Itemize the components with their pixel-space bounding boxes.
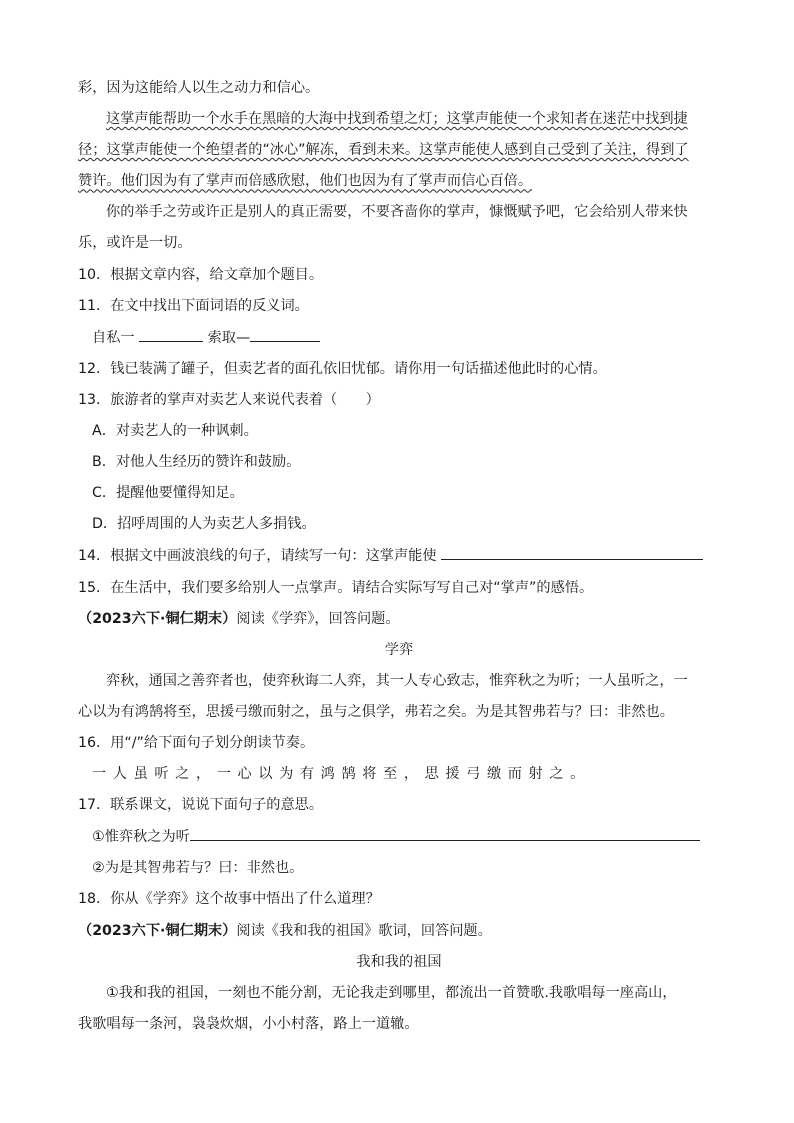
passage-title: 学弈 bbox=[384, 641, 414, 658]
wavy-sentence-line bbox=[78, 171, 720, 191]
question-11-answers bbox=[78, 327, 720, 348]
rhythm-sentence: 一人虽听之，一心以为有鸿鹄将至，思援弓缴而射之。 bbox=[92, 766, 591, 783]
document-page bbox=[78, 78, 720, 1045]
question-10: 10．根据文章内容，给文章加个题目。 bbox=[78, 266, 324, 283]
question-14-text: 14．根据文中画波浪线的句子，请续写一句：这掌声能使 bbox=[78, 548, 437, 565]
answer-blank[interactable] bbox=[441, 545, 703, 560]
question-14 bbox=[78, 545, 720, 566]
question-17: 17．联系课文，说说下面句子的意思。 bbox=[78, 797, 324, 814]
wavy-underlined-text: 赞许。他们因为有了掌声而倍感欣慰，他们也因为有了掌声而信心百倍。 bbox=[78, 173, 533, 190]
answer-blank[interactable] bbox=[139, 327, 203, 342]
option-c: C．提醒他要懂得知足。 bbox=[92, 485, 244, 502]
wavy-underlined-text: 径；这掌声能使一个绝望者的“冰心”解冻，看到未来。这掌声能使人感到自己受到了关注，得到了 bbox=[78, 142, 689, 159]
wavy-sentence-line bbox=[78, 109, 720, 129]
source-tag: （2023六下·铜仁期末） bbox=[78, 922, 237, 939]
question-18: 18．你从《学弈》这个故事中悟出了什么道理？ bbox=[78, 891, 380, 908]
source-text: 阅读《我和我的祖国》歌词，回答问题。 bbox=[236, 922, 492, 939]
passage-line: 彩，因为这能给人以生之动力和信心。 bbox=[78, 80, 320, 96]
option-d: D．招呼周围的人为卖艺人多捐钱。 bbox=[92, 516, 316, 533]
question-17-item-2: ②为是其智弗若与？曰：非然也。 bbox=[92, 860, 304, 877]
question-12: 12．钱已装满了罐子，但卖艺者的面孔依旧忧郁。请你用一句话描述他此时的心情。 bbox=[78, 360, 607, 377]
wavy-underlined-text: 这掌声能帮助一个水手在黑暗的大海中找到希望之灯；这掌声能使一个求知者在迷茫中找到捷 bbox=[106, 111, 688, 128]
passage-line: 弈秋，通国之善弈者也，使弈秋诲二人弈，其一人专心致志，惟弈秋之为听；一人虽听之，一 bbox=[106, 672, 688, 689]
passage-line: 乐，或许是一切。 bbox=[78, 235, 192, 252]
option-a: A．对卖艺人的一种讽刺。 bbox=[92, 423, 258, 440]
lyric-line: ①我和我的祖国，一刻也不能分割，无论我走到哪里，都流出一首赞歌.我歌唱每一座高山， bbox=[106, 984, 677, 1001]
question-16: 16．用“/”给下面句子划分朗读节奏。 bbox=[78, 734, 315, 751]
lyric-line: 我歌唱每一条河，袅袅炊烟，小小村落，路上一道辙。 bbox=[78, 1015, 419, 1032]
question-17-item-1 bbox=[78, 826, 720, 847]
item-text: ①惟弈秋之为听 bbox=[92, 829, 190, 846]
source-line bbox=[78, 609, 720, 629]
option-b: B．对他人生经历的赞许和鼓励。 bbox=[92, 454, 301, 471]
answer-blank[interactable] bbox=[190, 826, 700, 841]
passage-title: 我和我的祖国 bbox=[356, 953, 442, 970]
source-line bbox=[78, 921, 720, 941]
question-15: 15．在生活中，我们要多给别人一点掌声。请结合实际写写自己对“掌声”的感悟。 bbox=[78, 579, 594, 596]
antonym-prompt-2: 索取— bbox=[207, 329, 251, 346]
wavy-sentence-line bbox=[78, 140, 720, 160]
passage-line: 心以为有鸿鹄将至，思援弓缴而射之，虽与之俱学，弗若之矣。为是其智弗若与？曰：非然也。 bbox=[78, 703, 674, 720]
answer-blank[interactable] bbox=[250, 327, 320, 342]
antonym-prompt-1: 自私一 bbox=[92, 329, 135, 346]
question-13: 13．旅游者的掌声对卖艺人来说代表着（ ） bbox=[78, 391, 380, 408]
question-11: 11．在文中找出下面词语的反义词。 bbox=[78, 297, 309, 314]
source-tag: （2023六下·铜仁期末） bbox=[78, 610, 237, 627]
source-text: 阅读《学弈》，回答问题。 bbox=[236, 610, 400, 627]
passage-line: 你的举手之劳或许正是别人的真正需要，不要吝啬你的掌声，慷慨赋予吧，它会给别人带来快 bbox=[106, 204, 688, 221]
